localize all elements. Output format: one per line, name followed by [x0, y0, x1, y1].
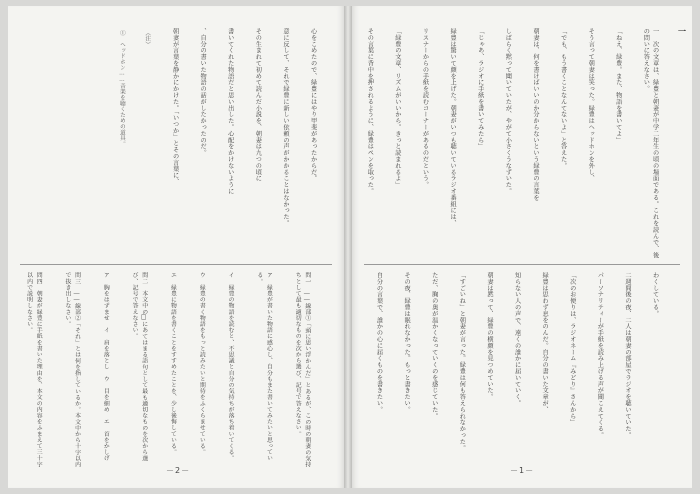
passage-line: 朝妻は、何を書けばいいのか分からないという緑豊の言葉を — [531, 28, 539, 201]
story-line: その生まれて初めて読んだ小説を、朝妻は九つの頃に — [254, 28, 262, 182]
passage-top — [366, 28, 678, 264]
passage-line: 緑豊は思わず息をのんだ。自分の書いた文章が、 — [541, 272, 549, 413]
passage-line: わくしている。 — [651, 272, 659, 317]
passage-intro: 一 次の文章は、緑豊と朝妻が中学二年生の頃の場面である。これを読んで、後の問いに答えなさい。 — [642, 28, 659, 259]
passage-line: ただ、胸の奥が温かくなっていくのを感じていた。 — [430, 272, 438, 420]
passage-bottom — [366, 272, 678, 468]
passage-line: その言葉に背中を押されるように、緑豊はペンを取った。 — [366, 28, 374, 195]
passage-line: 「じゃあ、ラジオに手紙を書いてみたら」 — [476, 28, 484, 150]
questions-block — [22, 272, 330, 468]
story-line: 、自分の書いた物語の話がしたかったのだ。 — [199, 28, 207, 156]
section-number: 一 — [678, 27, 686, 36]
page-number: －1－ — [510, 466, 535, 475]
answer-choice: ア 緑豊が書いた物語に感心し、自分もまた書いてみたいと思っている。 — [255, 272, 272, 462]
answer-choice: エ 緑豊に物語を書くことをすすめたことを、少し後悔している。 — [169, 272, 176, 455]
passage-line: 知らない人の声で、遠くの誰かに届いていく。 — [513, 272, 521, 407]
footnotes — [102, 30, 168, 260]
left-page — [8, 6, 344, 488]
question: 問四 朝妻が緑豊に手紙を書いた理由を、本文の内容をふまえて三十字以内で説明しなさい。 — [25, 272, 42, 468]
passage-line: 「ねえ、緑豊。また、物語を書いてよ」 — [614, 28, 622, 144]
question: 問一 ――線部①「頭に思い浮かんだ」とあるが、この時の朝妻の気持ちとして最も適切なものを次から選び、記号で答えなさい。 — [294, 272, 310, 468]
passage-line: 「緑豊の文章、リズムがいいから。きっと読まれるよ」 — [393, 28, 401, 188]
story-line: 朝妻が言葉を静かにかけた。「いつか」とその言葉に、 — [172, 28, 179, 185]
passage-line: 「すごいね」と朝妻が言った。緑豊は何も答えられなかった。 — [458, 272, 466, 452]
story-line: 心をこめたので、緑豊にはやり甲斐があったからだ。 — [309, 28, 317, 182]
story-line: 書いてくれた物語だと思い出した。心配をかけないように — [226, 28, 234, 195]
passage-line: 二週間後の夜、二人は朝妻の部屋でラジオを聴いていた。 — [623, 272, 631, 439]
passage-line: 朝妻は黙って、緑豊の横顔を見つめていた。 — [485, 272, 493, 400]
passage-line: 自分の言葉で、誰かの心に届くものを書きたい。 — [375, 272, 383, 413]
page-number: －2－ — [166, 466, 191, 475]
question: 問三 ――線部②「それ」とは何を指しているか。本文中から十字以内で抜き出しなさい。 — [63, 272, 80, 468]
passage-line: 「でも、もう書くことなんてないよ」と答えた。 — [559, 28, 567, 169]
passage-line: パーソナリティーが手紙を読み上げる声が聞こえてくる。 — [596, 272, 604, 439]
passage-line: その夜、緑豊は眠れなかった。もっと書きたい。 — [403, 272, 411, 413]
section-divider — [364, 264, 680, 265]
right-page — [352, 6, 692, 488]
answer-choice: イ 緑豊の物語を読むと、不思議と自分の気持ちが落ち着いてくる。 — [227, 272, 234, 462]
passage-line: 緑豊は驚いて顔を上げた。朝妻がいつも聴いているラジオ番組には、 — [449, 28, 457, 227]
footnote-heading: （注） — [144, 30, 151, 48]
answer-choice: ウ 緑豊の書く物語をもっと読みたいと期待をふくらませている。 — [198, 272, 205, 455]
story-line: 意に反して、それで緑豊に新しい依頼の声がかかることはなかった。 — [281, 28, 289, 227]
question: 問二 本文中の□にあてはまる語句として最も適切なものを次から選び、記号で答えなさい。 — [131, 272, 147, 462]
passage-line: そう言って朝妻は笑った。緑豊はヘッドホンを外し、 — [587, 28, 595, 182]
passage-line: リスナーからの手紙を読むコーナーがあるのだという。 — [421, 28, 429, 188]
section-divider — [20, 264, 332, 265]
footnote: ① ヘッドホン……音楽を聴くための道具。 — [118, 30, 125, 147]
answer-choices: ア 胸をはずませ イ 肩を落とし ウ 目を細め エ 首をかしげ — [102, 272, 109, 462]
story-continuation — [172, 28, 336, 264]
passage-line: しばらく黙って聞いていたが、やがて小さくうなずいた。 — [504, 28, 512, 195]
book-gutter — [344, 6, 352, 488]
passage-line: 「次のお便りは、ラジオネーム『みどり』さんから」 — [568, 272, 576, 426]
